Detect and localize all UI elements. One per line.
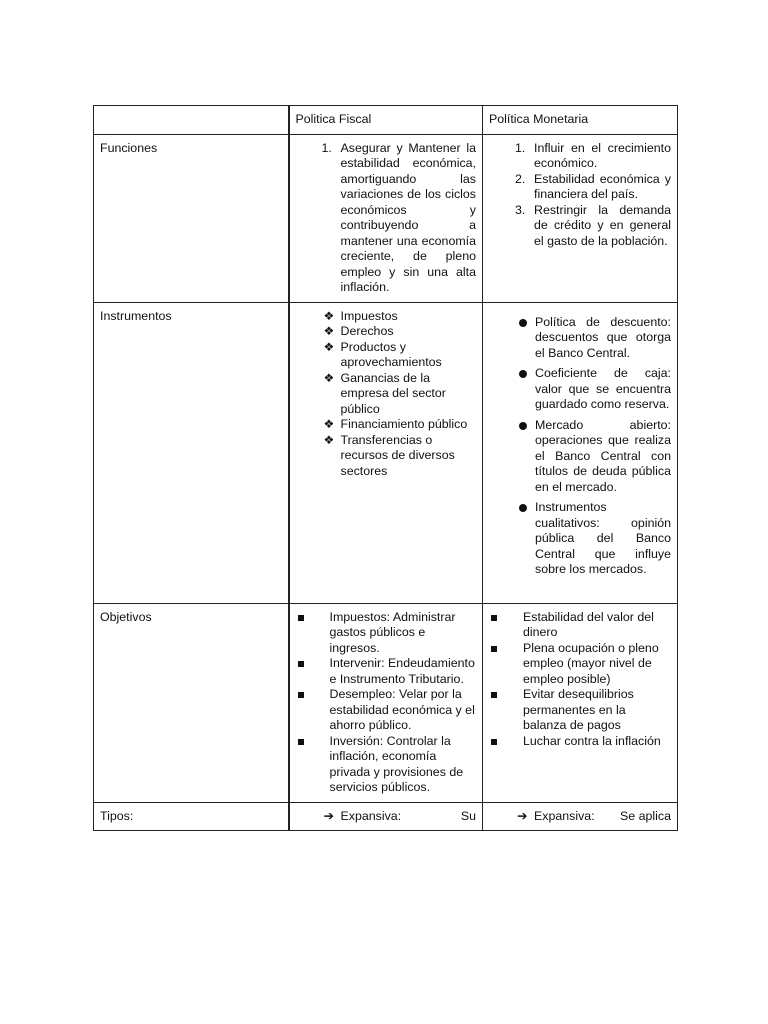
list-text: Ganancias de la empresa del sector público <box>340 370 446 416</box>
row-tipos <box>94 802 678 831</box>
list-text: Expansiva: <box>340 808 402 823</box>
list-number: 1. <box>515 140 526 155</box>
list-text: Expansiva: <box>534 808 595 823</box>
row-instrumentos <box>94 302 678 603</box>
square-bullet-icon <box>491 692 497 698</box>
list-text: Impuestos: Administrar gastos públicos e ingresos. <box>329 609 456 655</box>
list-item <box>296 610 477 657</box>
list-number: 3. <box>515 202 526 217</box>
list-item <box>489 172 671 203</box>
instrumentos-monetaria-cell <box>483 302 678 603</box>
tipos-fiscal-cell <box>289 802 483 831</box>
list-text: Influir en el crecimiento económico. <box>534 140 671 170</box>
row-label-funciones: Funciones <box>94 134 289 302</box>
list-item <box>296 809 477 825</box>
circle-bullet-icon <box>519 504 527 512</box>
list-item <box>296 734 477 796</box>
objetivos-fiscal-cell <box>289 603 483 802</box>
list-item <box>489 203 671 250</box>
list-number: 2. <box>515 171 526 186</box>
list-text: Desempleo: Velar por la estabilidad económica y el ahorro público. <box>329 687 475 732</box>
list-item <box>296 141 477 296</box>
comparison-table <box>93 105 678 831</box>
list-number: 1. <box>321 140 332 155</box>
square-bullet-icon <box>491 646 497 652</box>
list-item <box>296 687 477 734</box>
list-text: Evitar desequilibrios permanentes en la balanza de pagos <box>523 687 634 732</box>
diamond-bullet-icon: ❖ <box>323 432 335 447</box>
list-item <box>296 417 477 433</box>
list-text: Productos y aprovechamientos <box>340 339 442 369</box>
square-bullet-icon <box>491 615 497 621</box>
list-text: Derechos <box>340 324 394 338</box>
row-label-tipos: Tipos: <box>94 802 289 831</box>
list-text: Financiamiento público <box>340 417 468 431</box>
tipos-monetaria-cell <box>483 802 678 831</box>
header-politica-fiscal: Politica Fiscal <box>289 106 483 135</box>
row-objetivos <box>94 603 678 802</box>
list-text: Coeficiente de caja: valor que se encuentra guardado como reserva. <box>535 366 671 411</box>
diamond-bullet-icon: ❖ <box>323 324 335 338</box>
circle-bullet-icon <box>519 422 527 430</box>
list-text: Luchar contra la inflación <box>523 733 661 748</box>
list-text: Plena ocupación o pleno empleo (mayor nivel de empleo posible) <box>523 640 659 686</box>
list-text: Estabilidad del valor del dinero <box>523 609 654 639</box>
diamond-bullet-icon: ❖ <box>323 417 335 431</box>
list-text: Impuestos <box>340 308 398 323</box>
diamond-bullet-icon: ❖ <box>323 308 335 323</box>
list-text: Estabilidad económica y financiera del país. <box>534 171 671 201</box>
list-text: Asegurar y Mantener la estabilidad económica, amortiguando las variaciones de los ciclos económicos y contribuyendo a mantener una economía creciente, de pleno empleo y sin una alta inflación. <box>340 140 476 294</box>
list-item <box>489 734 671 750</box>
list-item <box>489 141 671 172</box>
square-bullet-icon <box>298 661 304 667</box>
list-item <box>489 641 671 688</box>
list-item <box>489 610 671 641</box>
objetivos-monetaria-cell <box>483 603 678 802</box>
header-row <box>94 106 678 135</box>
list-text: Restringir la demanda de crédito y en general el gasto de la población. <box>534 202 671 248</box>
list-text-continued: Su <box>460 808 476 823</box>
row-funciones <box>94 134 678 302</box>
list-item <box>296 656 477 687</box>
list-item <box>296 433 477 480</box>
arrow-right-icon: ➔ <box>323 808 334 823</box>
list-item <box>489 500 671 578</box>
row-label-objetivos: Objetivos <box>94 603 289 802</box>
list-item <box>296 324 477 340</box>
row-label-instrumentos: Instrumentos <box>94 302 289 603</box>
diamond-bullet-icon: ❖ <box>323 339 335 354</box>
instrumentos-fiscal-cell <box>289 302 483 603</box>
list-item <box>489 366 671 413</box>
header-empty-cell <box>94 106 289 135</box>
square-bullet-icon <box>298 739 304 745</box>
funciones-fiscal-cell <box>289 134 483 302</box>
square-bullet-icon <box>491 739 497 745</box>
list-text: Política de descuento: descuentos que otorga el Banco Central. <box>535 314 671 360</box>
list-text: Mercado abierto: operaciones que realiza el Banco Central con títulos de deuda pública en el mercado. <box>535 417 671 494</box>
funciones-monetaria-cell <box>483 134 678 302</box>
list-text: Intervenir: Endeudamiento e Instrumento Tributario. <box>329 656 475 686</box>
list-item <box>489 418 671 496</box>
list-item <box>489 687 671 734</box>
list-text-continued: Se aplica <box>620 808 671 823</box>
list-text: Instrumentos cualitativos: opinión pública del Banco Central que influye sobre los mercados. <box>535 500 671 576</box>
diamond-bullet-icon: ❖ <box>323 370 335 385</box>
arrow-right-icon: ➔ <box>517 808 528 823</box>
list-item <box>489 809 671 825</box>
list-text: Transferencias o recursos de diversos sectores <box>340 432 455 478</box>
circle-bullet-icon <box>519 319 527 327</box>
list-item <box>296 309 477 325</box>
circle-bullet-icon <box>519 370 527 378</box>
list-item <box>296 371 477 418</box>
list-item <box>296 340 477 371</box>
header-politica-monetaria: Política Monetaria <box>483 106 678 135</box>
square-bullet-icon <box>298 615 304 621</box>
square-bullet-icon <box>298 692 304 698</box>
list-item <box>489 315 671 362</box>
list-text: Inversión: Controlar la inflación, economía privada y provisiones de servicios públicos. <box>329 733 464 794</box>
